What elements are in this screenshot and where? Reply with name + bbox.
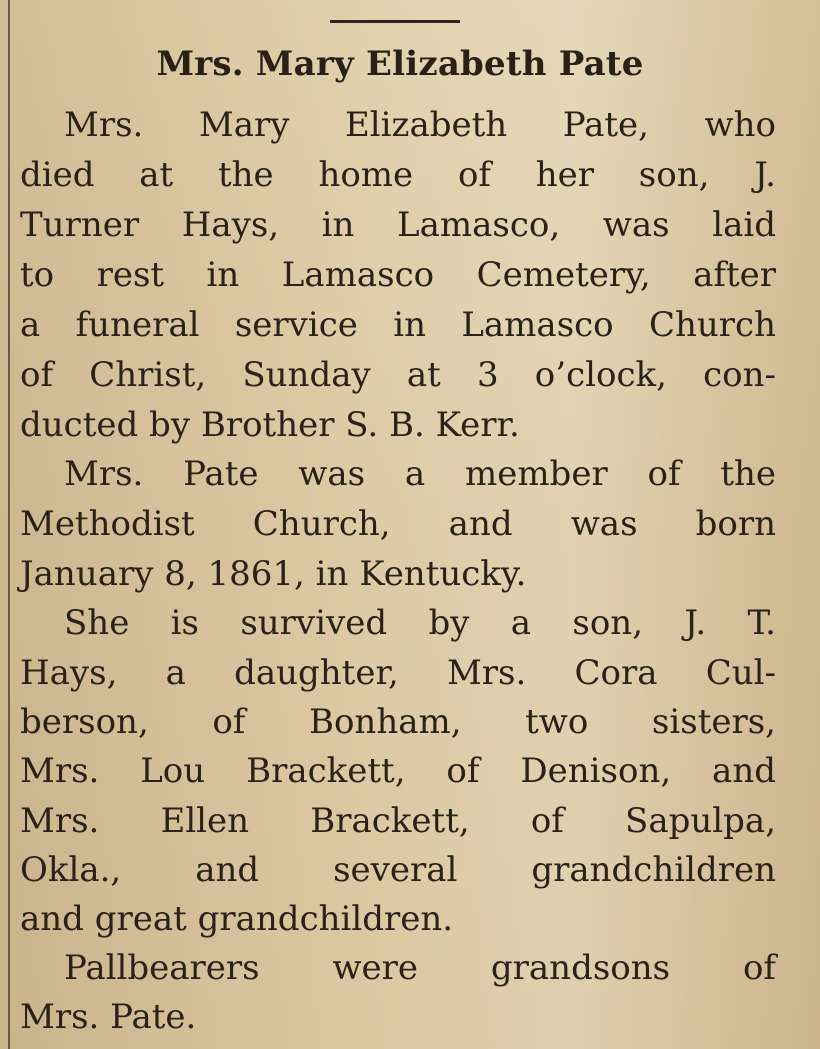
header-rule <box>330 20 460 23</box>
text-line: and great grandchildren. <box>20 899 454 939</box>
text-line: Methodist Church, and was born <box>20 504 776 544</box>
headline: Mrs. Mary Elizabeth Pate <box>156 44 644 84</box>
text-line: Mrs. Pate. <box>20 997 197 1037</box>
text-line: Mrs. Pate was a member of the <box>64 454 776 494</box>
text-line: Turner Hays, in Lamasco, was laid <box>20 205 776 245</box>
text-line: Pallbearers were grandsons of <box>64 948 776 988</box>
text-line: to rest in Lamasco Cemetery, after <box>20 255 776 295</box>
text-line: Mrs. Mary Elizabeth Pate, who <box>64 105 776 145</box>
text-line: ducted by Brother S. B. Kerr. <box>20 405 520 445</box>
text-line: She is survived by a son, J. T. <box>64 603 776 643</box>
column-rule <box>8 0 10 1049</box>
text-line: of Christ, Sunday at 3 o’clock, con- <box>20 355 776 395</box>
text-line: Okla., and several grandchildren <box>20 850 776 890</box>
text-line: a funeral service in Lamasco Church <box>20 305 776 345</box>
text-line: berson, of Bonham, two sisters, <box>20 702 776 742</box>
text-line: Hays, a daughter, Mrs. Cora Cul- <box>20 653 776 693</box>
text-line: January 8, 1861, in Kentucky. <box>20 554 527 594</box>
text-line: died at the home of her son, J. <box>20 155 776 195</box>
text-line: Mrs. Ellen Brackett, of Sapulpa, <box>20 801 776 841</box>
text-line: Mrs. Lou Brackett, of Denison, and <box>20 751 776 791</box>
